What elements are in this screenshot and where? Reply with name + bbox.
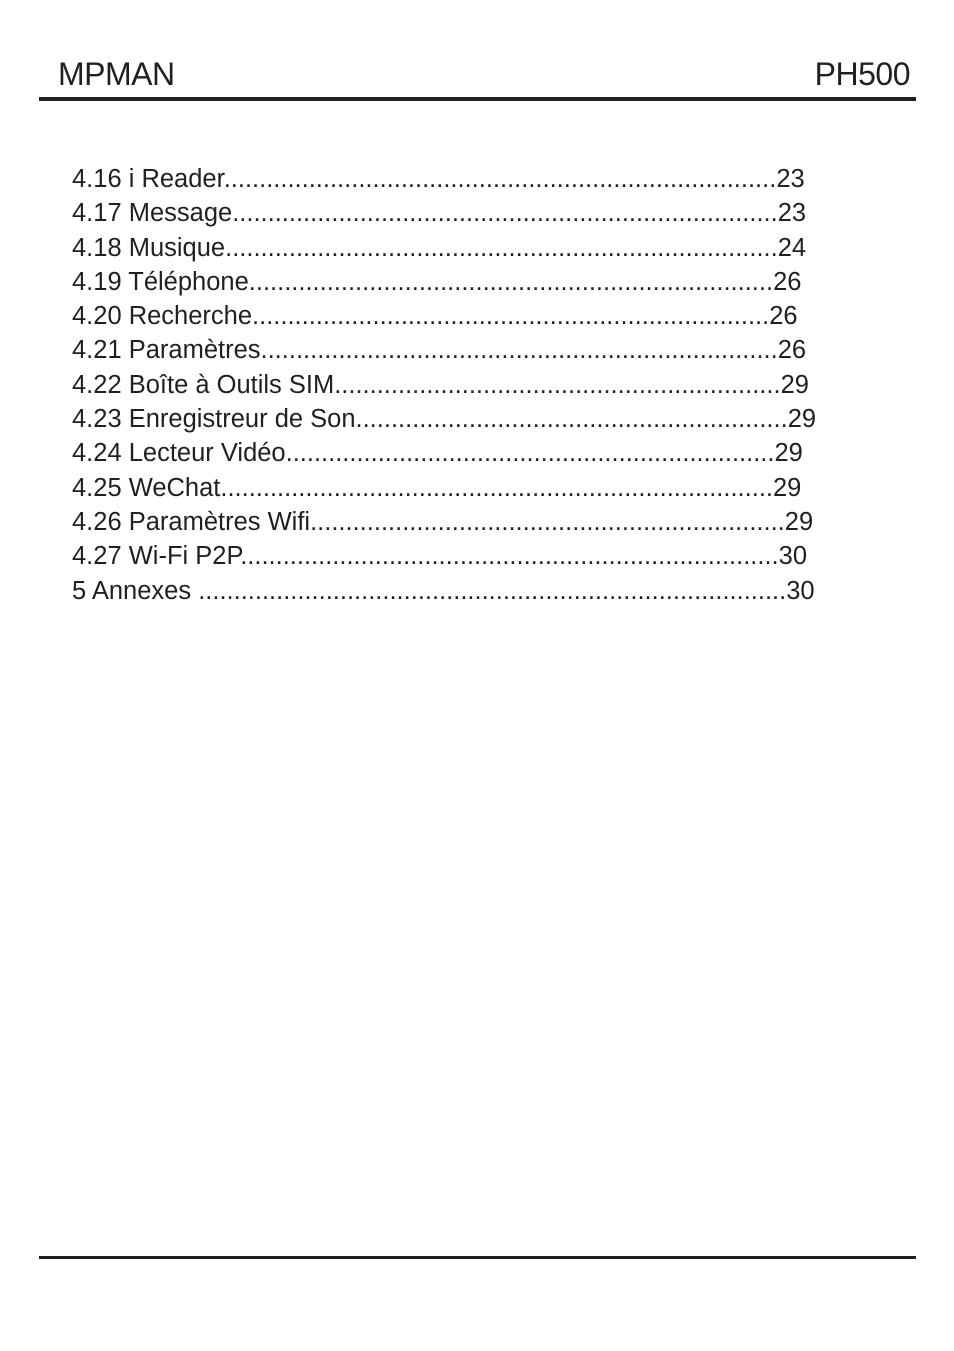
toc-entry-label: 4.21 Paramètres	[72, 336, 261, 365]
toc-entry-leader: .....................................................................	[285, 439, 775, 468]
toc-entry[interactable]	[72, 196, 884, 230]
toc-entry[interactable]	[72, 505, 884, 539]
table-of-contents	[72, 162, 884, 608]
toc-entry-text	[72, 231, 806, 265]
toc-entry-text	[72, 162, 805, 196]
toc-entry-label: 5 Annexes	[72, 576, 199, 605]
toc-entry[interactable]	[72, 231, 884, 265]
brand-name: MPMAN	[58, 56, 175, 92]
toc-entry-leader: ..............................................................................	[220, 473, 773, 502]
toc-entry-text	[72, 333, 806, 367]
toc-entry-label: 4.19 Téléphone	[72, 267, 249, 296]
toc-entry-leader: .........................................................................	[260, 336, 778, 365]
toc-entry[interactable]	[72, 574, 884, 608]
toc-entry-label: 4.24 Lecteur Vidéo	[72, 439, 286, 468]
toc-entry-leader: ...................................................................	[310, 507, 785, 536]
toc-entry-label: 4.18 Musique	[72, 233, 226, 262]
toc-entry-leader: ..............................................................................	[225, 233, 778, 262]
toc-entry-text	[72, 265, 801, 299]
toc-entry-text	[72, 299, 798, 333]
toc-entry-leader: .........................................................................	[252, 302, 770, 331]
toc-entry[interactable]	[72, 471, 884, 505]
toc-entry-leader: ...................................................................................	[198, 576, 787, 605]
toc-entry-page: 29	[772, 473, 802, 502]
toc-entry-page: 30	[778, 542, 808, 571]
toc-entry-label: 4.26 Paramètres Wifi	[72, 507, 311, 536]
toc-entry-label: 4.16 i Reader	[72, 165, 224, 193]
toc-entry[interactable]	[72, 162, 884, 196]
toc-entry-label: 4.25 WeChat	[72, 473, 221, 502]
toc-entry-leader: ..............................................................................	[223, 165, 777, 193]
model-name: PH500	[814, 56, 910, 92]
toc-entry-label: 4.23 Enregistreur de Son	[72, 405, 356, 434]
toc-entry-text	[72, 436, 803, 470]
toc-entry-page: 29	[780, 370, 809, 399]
toc-entry-leader: ..........................................................................	[248, 267, 774, 296]
toc-entry-text	[72, 505, 813, 539]
toc-entry[interactable]	[72, 402, 884, 436]
toc-entry-label: 4.20 Recherche	[72, 302, 253, 331]
toc-entry-text	[72, 574, 815, 608]
toc-entry-text	[72, 402, 816, 436]
toc-entry-page: 23	[777, 199, 807, 228]
toc-entry-leader: ...............................................................	[334, 370, 781, 399]
toc-entry-text	[72, 471, 801, 505]
toc-entry-page: 29	[784, 507, 814, 536]
toc-entry-leader: .............................................................	[355, 405, 788, 434]
toc-entry[interactable]	[72, 368, 884, 402]
toc-entry-page: 23	[776, 165, 805, 193]
toc-entry[interactable]	[72, 299, 884, 333]
toc-entry[interactable]	[72, 539, 884, 573]
toc-entry-page: 29	[774, 439, 803, 468]
header-rule	[39, 97, 916, 101]
toc-entry-page: 26	[769, 302, 798, 331]
toc-entry-page: 30	[786, 576, 815, 605]
toc-entry-text	[72, 539, 807, 573]
toc-entry-text	[72, 368, 809, 402]
toc-entry-leader: .............................................................................	[232, 199, 778, 228]
toc-entry-page: 24	[777, 233, 807, 262]
toc-entry[interactable]	[72, 265, 884, 299]
toc-entry-label: 4.22 Boîte à Outils SIM	[72, 370, 335, 399]
page-header	[39, 52, 916, 96]
toc-entry-label: 4.17 Message	[72, 199, 233, 228]
toc-entry-page: 29	[787, 405, 817, 434]
toc-entry-text	[72, 196, 806, 230]
toc-entry-page: 26	[777, 336, 807, 365]
toc-entry[interactable]	[72, 436, 884, 470]
toc-entry-leader: ............................................................................	[240, 542, 779, 571]
toc-entry-label: 4.27 Wi-Fi P2P	[72, 542, 241, 571]
toc-entry[interactable]	[72, 333, 884, 367]
toc-entry-page: 26	[773, 267, 802, 296]
footer-rule	[39, 1256, 916, 1259]
